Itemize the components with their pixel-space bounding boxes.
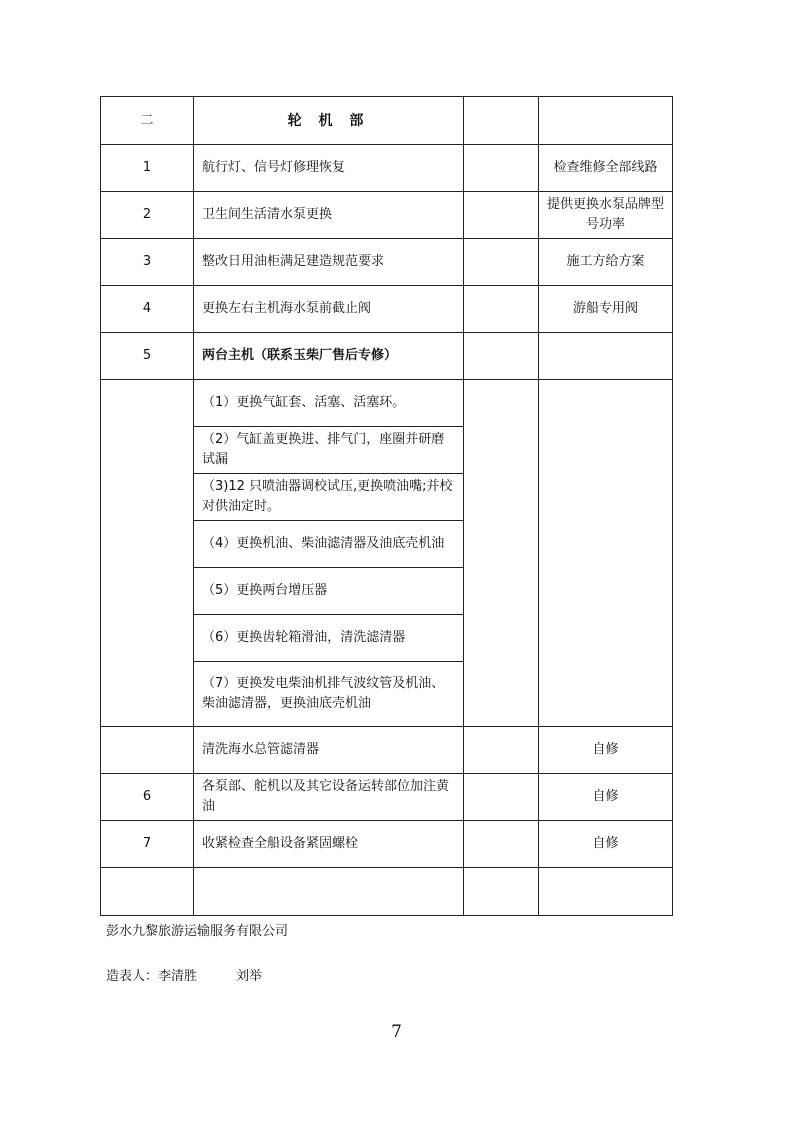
row-remark: 施工方给方案 <box>539 239 673 286</box>
table-row <box>101 145 673 192</box>
table-row <box>101 97 673 145</box>
company-name: 彭水九黎旅游运输服务有限公司 <box>106 924 289 939</box>
table-row <box>101 727 673 774</box>
row-num: 2 <box>101 192 194 239</box>
merged-num-cell <box>101 380 194 727</box>
empty-cell <box>464 333 539 380</box>
row-remark: 自修 <box>539 727 673 774</box>
row-item: 航行灯、信号灯修理恢复 <box>194 145 464 192</box>
row-remark: 自修 <box>539 774 673 821</box>
row-num: 1 <box>101 145 194 192</box>
row-num: 6 <box>101 774 194 821</box>
row-num: 4 <box>101 286 194 333</box>
table-row <box>101 380 673 427</box>
row-remark: 自修 <box>539 821 673 868</box>
author-line <box>106 965 262 984</box>
table-row <box>101 821 673 868</box>
empty-cell <box>464 727 539 774</box>
empty-cell <box>464 192 539 239</box>
author-names: 李清胜 刘举 <box>158 969 263 984</box>
row-remark <box>539 333 673 380</box>
subitem: （6）更换齿轮箱滑油，清洗滤清器 <box>194 615 464 662</box>
table-row <box>101 239 673 286</box>
empty-cell <box>464 97 539 145</box>
row-num: 3 <box>101 239 194 286</box>
empty-cell <box>464 286 539 333</box>
row-item: 整改日用油柜满足建造规范要求 <box>194 239 464 286</box>
subitem: （3)12 只喷油器调校试压,更换喷油嘴;并校对供油定时。 <box>194 474 464 521</box>
empty-cell <box>194 868 464 916</box>
subitem: （2）气缸盖更换进、排气门，座圈并研磨试漏 <box>194 427 464 474</box>
row-num <box>101 727 194 774</box>
empty-cell <box>101 868 194 916</box>
row-item: 收紧检查全船设备紧固螺栓 <box>194 821 464 868</box>
table-row <box>101 286 673 333</box>
author-label: 造表人： <box>106 969 159 984</box>
empty-cell <box>464 239 539 286</box>
row-item: 更换左右主机海水泵前截止阀 <box>194 286 464 333</box>
section-title: 轮 机 部 <box>194 97 464 145</box>
merged-remark-cell <box>539 380 673 727</box>
merged-empty-cell <box>464 380 539 727</box>
row-remark: 游船专用阀 <box>539 286 673 333</box>
subitem: （4）更换机油、柴油滤清器及油底壳机油 <box>194 521 464 568</box>
table-row <box>101 333 673 380</box>
empty-cell <box>464 145 539 192</box>
empty-cell <box>464 821 539 868</box>
empty-cell <box>539 868 673 916</box>
subitem: （5）更换两台增压器 <box>194 568 464 615</box>
subitem: （1）更换气缸套、活塞、活塞环。 <box>194 380 464 427</box>
repair-table <box>100 96 673 916</box>
table-row <box>101 192 673 239</box>
section-num: 二 <box>101 97 194 145</box>
row-remark: 检查维修全部线路 <box>539 145 673 192</box>
row-num: 5 <box>101 333 194 380</box>
empty-cell <box>464 774 539 821</box>
row-item: 清洗海水总管滤清器 <box>194 727 464 774</box>
row-item: 卫生间生活清水泵更换 <box>194 192 464 239</box>
row-remark: 提供更换水泵品牌型号功率 <box>539 192 673 239</box>
page-number: 7 <box>391 1022 402 1042</box>
row-item: 两台主机（联系玉柴厂售后专修） <box>194 333 464 380</box>
row-item: 各泵部、舵机以及其它设备运转部位加注黄油 <box>194 774 464 821</box>
table-row <box>101 774 673 821</box>
table-row <box>101 868 673 916</box>
subitem: （7）更换发电柴油机排气波纹管及机油、 柴油滤清器，更换油底壳机油 <box>194 662 464 727</box>
row-num: 7 <box>101 821 194 868</box>
empty-cell <box>539 97 673 145</box>
empty-cell <box>464 868 539 916</box>
